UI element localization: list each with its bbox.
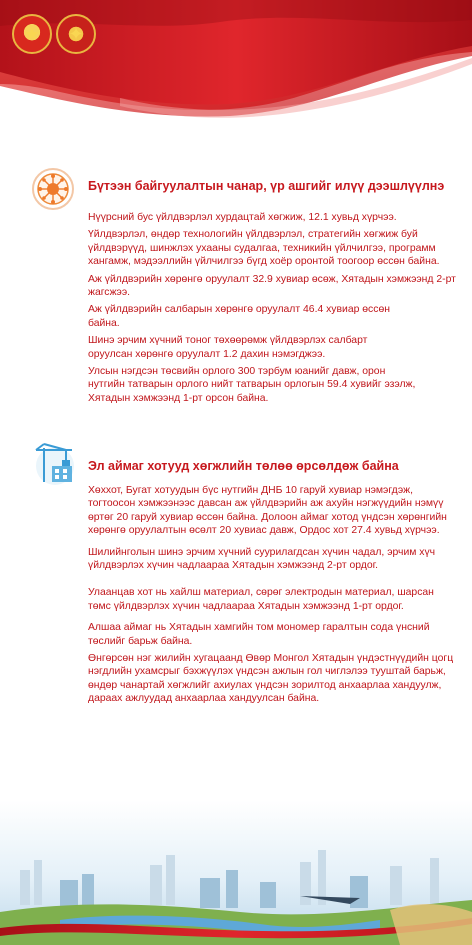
paragraph: Улсын нэгдсэн төсвийн орлого 300 тэрбум юанийг давж, орон нутгийн татварын орлого нийт татварын орлогын 59.4 хувийг эзэлж, Хятадын хэмжээнд 1-рт орсон байна. bbox=[88, 366, 416, 404]
paragraph: Үйлдвэрлэл, өндөр технологийн үйлдвэрлэл, стратегийн хөгжиж буй үйлдвэрүүд, шинжлэх ухааны судалгаа, техникийн үйлчилгээ, программ хангамж, мэдээллийн үйлчилгээ бүгд хоёр оронтой тоогоор өссөн байна. bbox=[88, 229, 440, 268]
globe-network-icon bbox=[28, 166, 78, 212]
paragraph: Хөххот, Бугат хотуудын бүс нутгийн ДНБ 10 гаруй хувиар нэмэгдэж, тогтоосон хэмжээнээс давсан аж үйлдвэрийн аж ахуйн нэгжүүдийн нэмүү өртөг 20 гаруй хувиар өссөн байна. Долоон аймаг хотод үндсэн хөрөнгийн хөрөнгө оруулалтын өсөлт 20 хувиас давж, Ордос хот 27.4 хувьд хүрчээ. bbox=[88, 485, 447, 537]
national-emblem-icon: ★ bbox=[12, 14, 52, 54]
paragraph: Аж үйлдвэрийн салбарын хөрөнгө оруулалт 46.4 хувиар өссөн байна. bbox=[88, 304, 390, 329]
footer-cityscape-illustration bbox=[0, 800, 472, 945]
paragraph: Шилийнголын шинэ эрчим хүчний суурилагдсан хүчин чадал, эрчим хүч үйлдвэрлэх хүчин чадлаараа Хятадын хэмжээнд 2-рт ордог. bbox=[88, 546, 436, 572]
section-city-competition bbox=[88, 458, 458, 710]
crane-construction-icon bbox=[30, 440, 80, 486]
paragraph: Өнгөрсөн нэг жилийн хугацаанд Өвөр Монгол Хятадын үндэстнүүдийн цогц нэгдлийн ухамсрыг бэхжүүлэх үндсэн ажлын гол чиглэлээ тууштай барьж, өндөр чанартай хөгжлийг ахиулах үндсэн зорилтод анхаарлаа хандуулж, дараах ажлуудад анхаарлаа хандуулсан байна. bbox=[88, 653, 454, 705]
paragraph: Алшаа аймаг нь Хятадын хамгийн том мономер гаралтын сода үнсний төслийг барьж байна. bbox=[88, 622, 430, 647]
paragraph: Шинэ эрчим хүчний тоног төхөөрөмж үйлдвэрлэх салбарт оруулсан хөрөнгө оруулалт 1.2 дахин нэмэгджээ. bbox=[88, 335, 368, 360]
paragraph: Аж үйлдвэрийн хөрөнгө оруулалт 32.9 хувиар өсөж, Хятадын хэмжээнд 2-рт жагсжээ. bbox=[88, 273, 456, 299]
section-heading: Эл аймаг хотууд хөгжлийн төлөө өрсөлдөж байна bbox=[88, 459, 399, 473]
section-construction-quality bbox=[88, 178, 458, 409]
section-heading: Бүтээн байгуулалтын чанар, үр ашгийг илүү дээшлүүлнэ bbox=[88, 179, 445, 193]
cppcc-emblem-icon: ✦ bbox=[56, 14, 96, 54]
paragraph: Улаанцав хот нь хайлш материал, сөрөг электродын материал, шарсан төмс үйлдвэрлэх хүчин чадлаараа Хятадын хэмжээнд 1-рт ордог. bbox=[88, 587, 434, 612]
paragraph: Нүүрсний бус үйлдвэрлэл хурдацтай хөгжиж, 12.1 хувьд хүрчээ. bbox=[88, 212, 397, 223]
